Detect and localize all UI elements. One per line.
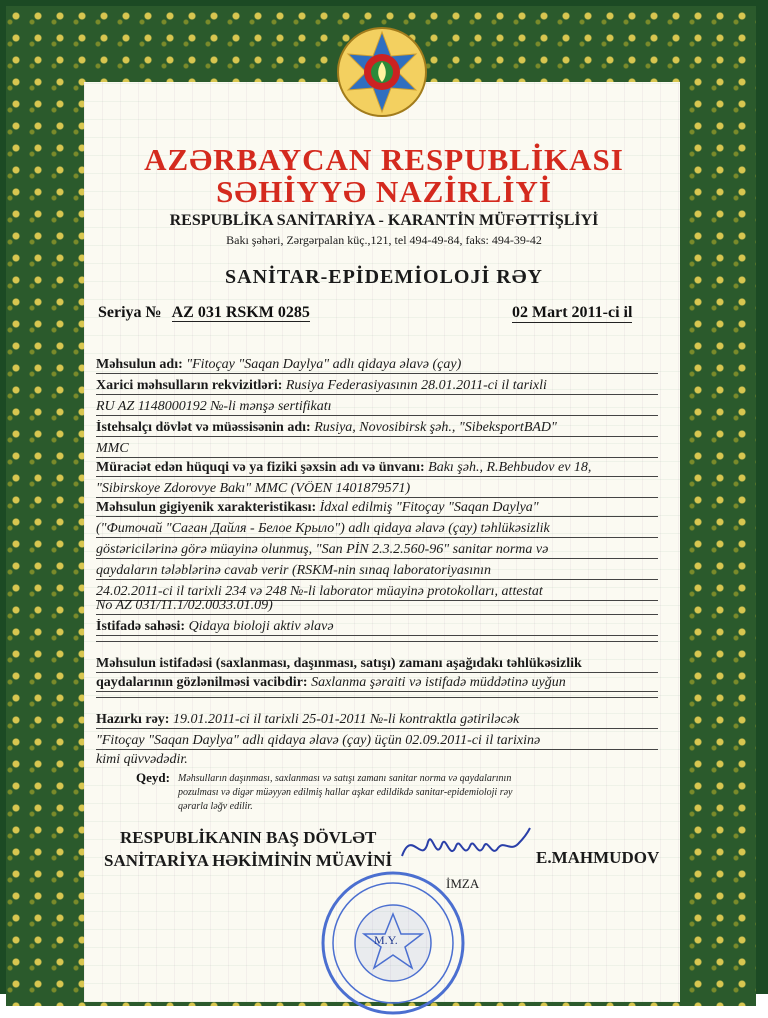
hygiene-row-2: ("Фиточай "Саган Дайля - Белое Крыло") adlı qidaya əlavə (çay) təhlükəsizlik xyxy=(96,521,658,538)
hygiene-row-4: qaydaların tələblərinə cavab verir (RSKM-nin sınaq laboratoriyasının xyxy=(96,563,658,580)
note-line-1: Məhsulların daşınması, saxlanması və satışı zamanı sanitar norma və qaydalarının xyxy=(178,773,512,784)
note-label: Qeyd: xyxy=(136,770,170,785)
manufacturer-row xyxy=(96,420,658,437)
manufacturer-row-2 xyxy=(96,441,658,458)
manufacturer-value: Rusiya, Novosibirsk şəh., "SibeksportBAD" xyxy=(314,420,557,435)
safety-rules-row-2 xyxy=(96,675,658,692)
hygiene-row xyxy=(96,500,658,517)
hygiene-value: İdxal edilmiş "Fitoçay "Saqan Daylya" xyxy=(319,500,539,515)
signer-name: E.MAHMUDOV xyxy=(536,848,660,867)
usage-label: İstifadə sahəsi: xyxy=(96,619,186,634)
issue-date: 02 Mart 2011-ci il xyxy=(512,304,633,321)
foreign-details-row-2 xyxy=(96,399,658,416)
product-name-row xyxy=(96,357,658,374)
safety-rules-label: qaydalarının gözlənilməsi vacibdir: xyxy=(96,675,308,690)
hygiene-label: Məhsulun gigiyenik xarakteristikası: xyxy=(96,500,317,515)
signature-label: İMZA xyxy=(446,876,480,891)
foreign-details-row xyxy=(96,378,658,395)
foreign-value: Rusiya Federasiyasının 28.01.2011-ci il tarixli xyxy=(285,378,547,393)
signer-title-2: SANİTARİYA HƏKİMİNİN MÜAVİNİ xyxy=(104,851,393,870)
serial-row xyxy=(98,304,310,322)
hygiene-row-3: göstəricilərinə görə müayinə olunmuş, "San PİN 2.3.2.560-96" sanitar norma və xyxy=(96,542,658,559)
serial-number: AZ 031 RSKM 0285 xyxy=(171,304,310,321)
applicant-row-2 xyxy=(96,481,658,498)
applicant-row xyxy=(96,460,658,477)
stamp-place-label: M.Y. xyxy=(374,933,398,947)
foreign-value-2: RU AZ 1148000192 №-li mənşə sertifikatı xyxy=(96,399,332,414)
product-value: "Fitoçay "Saqan Daylya" adlı qidaya əlavə (çay) xyxy=(186,357,462,372)
agency-title: RESPUBLİKA SANİTARİYA - KARANTİN MÜFƏTTİŞLİYİ xyxy=(169,212,599,229)
opinion-label: Hazırkı rəy: xyxy=(96,712,170,727)
blank-line-2 xyxy=(96,696,658,698)
usage-row xyxy=(96,619,658,636)
foreign-label: Xarici məhsulların rekvizitləri: xyxy=(96,378,283,393)
opinion-row xyxy=(96,712,658,729)
document-title: SANİTAR-EPİDEMİOLOJİ RƏY xyxy=(225,266,543,288)
safety-rules-value: Saxlanma şəraiti və istifadə müddətinə uyğun xyxy=(311,675,566,690)
country-title: AZƏRBAYCAN RESPUBLİKASI xyxy=(144,142,624,177)
manufacturer-value-2: MMC xyxy=(96,441,129,456)
handwritten-signature xyxy=(398,822,532,872)
blank-line xyxy=(96,640,658,642)
serial-label: Seriya № xyxy=(98,304,162,321)
opinion-row-3: kimi qüvvədədir. xyxy=(96,752,188,767)
opinion-row-2: "Fitoçay "Saqan Daylya" adlı qidaya əlavə (çay) üçün 02.09.2011-ci il tarixinə xyxy=(96,733,658,750)
note-line-2: pozulması və digər müəyyən edilmiş hallar aşkar edildikdə sanitar-epidemioloji rəy xyxy=(178,787,513,798)
state-emblem xyxy=(336,26,428,118)
applicant-value-2: "Sibirskoye Zdorovye Bakı" MMC (VÖEN 1401879571) xyxy=(96,481,411,496)
ministry-title: SƏHİYYƏ NAZİRLİYİ xyxy=(216,174,552,209)
applicant-label: Müraciət edən hüquqi və ya fiziki şəxsin adı və ünvanı: xyxy=(96,460,425,475)
hygiene-row-5: 24.02.2011-ci il tarixli 234 və 248 №-li laborator müayinə protokolları, attestat xyxy=(96,584,658,601)
signer-title-1: RESPUBLİKANIN BAŞ DÖVLƏT xyxy=(120,828,377,847)
applicant-value: Bakı şəh., R.Behbudov ev 18, xyxy=(428,460,592,475)
hygiene-row-6: No AZ 031/11.1/02.0033.01.09) xyxy=(96,598,658,615)
safety-rules-row: Məhsulun istifadəsi (saxlanması, daşınması, satışı) zamanı aşağıdakı təhlükəsizlik xyxy=(96,656,658,673)
manufacturer-label: İstehsalçı dövlət və müəssisənin adı: xyxy=(96,420,311,435)
address-line: Bakı şəhəri, Zərgərpalan küç.,121, tel 494-49-84, faks: 494-39-42 xyxy=(226,233,542,247)
product-label: Məhsulun adı: xyxy=(96,357,183,372)
note-line-3: qərarla ləğv edilir. xyxy=(178,801,253,812)
opinion-value: 19.01.2011-ci il tarixli 25-01-2011 №-li kontraktla gətiriləcək xyxy=(172,712,520,727)
usage-value: Qidaya bioloji aktiv əlavə xyxy=(188,619,334,634)
